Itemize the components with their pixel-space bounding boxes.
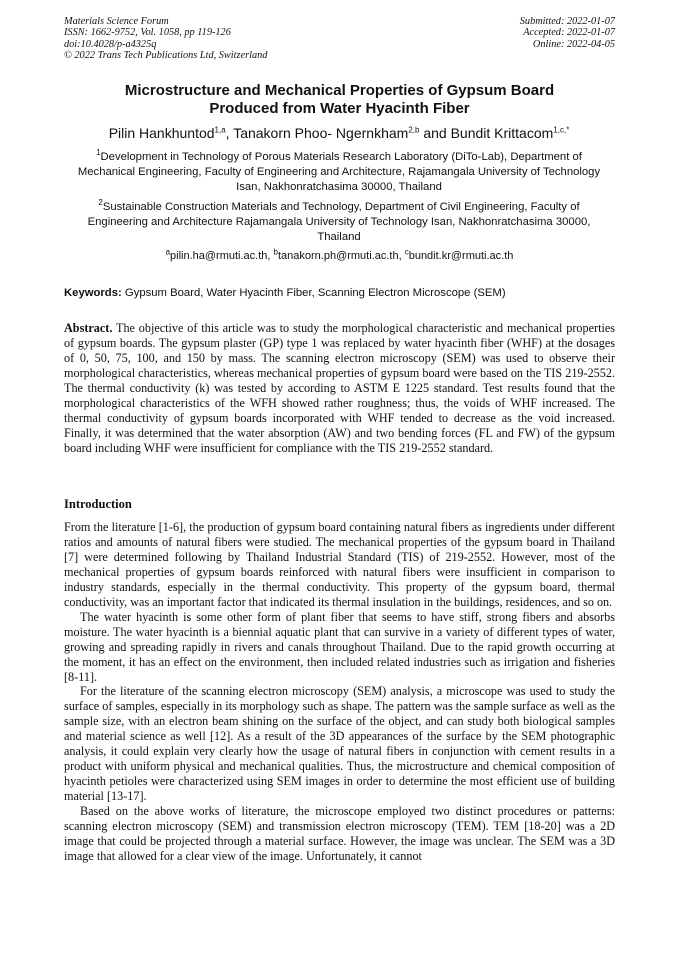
submitted-date: Submitted: 2022-01-07 [519,16,615,27]
abstract [64,321,615,456]
journal-info [64,16,267,61]
author-list [40,125,638,142]
keywords [64,286,615,300]
author-emails [64,249,615,263]
email-link[interactable]: pilin.ha@rmuti.ac.th, [170,250,274,262]
introduction-heading: Introduction [64,497,132,511]
author-affiliation-marker: 2,b [408,125,420,135]
introduction-body [64,520,615,864]
email-marker: b [273,247,278,257]
author-name: Pilin Hankhuntod [108,125,215,141]
paragraph: The water hyacinth is some other form of plant fiber that seems to have stiff, strong fibers and absorbs moisture. The water hyacinth is a biennial aquatic plant that can survive in a variety of different types of water, growing and spreading rapidly in rivers and canals throughout Thailand. Due to the rapid growth occurring at the moment, it has an effect on the environment, then included related industries such as irrigation and fisheries [8-11]. [64,609,615,684]
title-line-1: Microstructure and Mechanical Properties of Gypsum Board [124,82,555,99]
accepted-date: Accepted: 2022-01-07 [523,27,615,39]
abstract-label: Abstract. [64,321,113,335]
paragraph: For the literature of the scanning electron microscopy (SEM) analysis, a microscope was used to study the surface of samples, especially in its morphology such as shape. The pattern was the sample surface as well as the sample size, with an electron beam shining on the surface of the object, and can study both biological samples and material science as well [12]. As a result of the 3D appearances of the surface by the SEM photographic analysis, it could explain very clearly how the usage of natural fibers in conjunction with cement results in a product with uniform physical and mechanical qualities. Thus, the microstructure and chemical composition of hyacinth petioles were characterized using SEM images in order to determine the most efficient use of building material [13-17]. [64,684,615,804]
paper-title [64,82,615,118]
keywords-text: Gypsum Board, Water Hyacinth Fiber, Scanning Electron Microscope (SEM) [121,287,506,299]
author-affiliation-marker: 1,c,* [553,125,570,135]
online-date: Online: 2022-04-05 [532,38,615,50]
email-marker: c [404,247,409,257]
title-line-2: Produced from Water Hyacinth Fiber [209,100,470,117]
paragraph: Based on the above works of literature, the microscope employed two distinct procedures or patterns: scanning electron microscopy (SEM) and transmission electron microscopy (TEM). TEM [18-20] was a 2D image that could be projected through a material surface. However, the image was unclear. The SEM was a 3D image that allowed for a clear view of the image. Unfortunately, it cannot [64,804,615,863]
journal-name: Materials Science Forum [64,16,169,27]
affiliation-marker: 1 [96,148,101,158]
author-affiliation-marker: 1,a [214,125,226,135]
abstract-text: The objective of this article was to study the morphological characteristic and mechanical properties of gypsum boards. The gypsum plaster (GP) type 1 was replaced by water hyacinth fiber (WHF) at the dosages of 0, 50, 75, 100, and 150 by mass. The scanning electron microscopy (SEM) was used to observe their morphological characteristics, whereas mechanical properties of gypsum board were based on the TIS 219-2552. The thermal conductivity (k) was tested by according to ASTM E 1225 standard. Test results found that the morphological characteristics of the WFH showed rather roughness; thus, the voids of WHF increased. The thermal conductivity of gypsum boards incorporated with WHF tended to decrease as the void increased. Finally, it was determined that the water absorption (AW) and two bending forces (FL and FW) of the gypsum board including WHF were insufficient for compliance with the TIS 219-2552 standard. [64,321,615,455]
email-link[interactable]: tanakorn.ph@rmuti.ac.th, [277,250,405,262]
paragraph: From the literature [1-6], the production of gypsum board containing natural fibers as ingredients under different ratios and amounts of natural fibers were studied. The mechanical properties of the gypsum board in Thailand [7] were determined following by Thailand Industrial Standard (TIS) of 219-2552. However, most of the mechanical properties of gypsum boards reinforced with natural fibers were insufficient in comparison to industry standards, especially in the thermal conductivity. This property of the gypsum board, thermal conductivity, was an important factor that indicated its thermal insulation in the buildings, residences, and so on. [64,520,615,609]
email-marker: a [165,247,171,257]
journal-copyright: © 2022 Trans Tech Publications Ltd, Switzerland [64,49,268,61]
journal-doi: doi:10.4028/p-a4325q [64,38,157,50]
affiliation-1 [68,150,610,195]
author-separator: , [225,125,234,141]
affiliation-text: Sustainable Construction Materials and Technology, Department of Civil Engineering, Faculty of Engineering and Architecture Rajamangala University of Technology Isan, Nakhonratchasima 30000, Thailand [87,201,591,243]
affiliation-text: Development in Technology of Porous Materials Research Laboratory (DiTo-Lab), Department of Mechanical Engineering, Faculty of Engineering and Architecture, Rajamangala University of Technology Isan, Nakhonratchasima 30000, Thailand [77,151,601,193]
author-separator: and [419,125,451,141]
publication-dates [520,16,615,50]
affiliation-2 [68,200,610,245]
journal-issn: ISSN: 1662-9752, Vol. 1058, pp 119-126 [64,27,231,39]
author-name: Bundit Krittacom [450,125,554,141]
keywords-label: Keywords: [64,287,122,299]
author-name: Tanakorn Phoo- Ngernkham [233,125,409,141]
email-link[interactable]: bundit.kr@rmuti.ac.th [408,250,514,262]
affiliation-marker: 2 [98,198,103,208]
